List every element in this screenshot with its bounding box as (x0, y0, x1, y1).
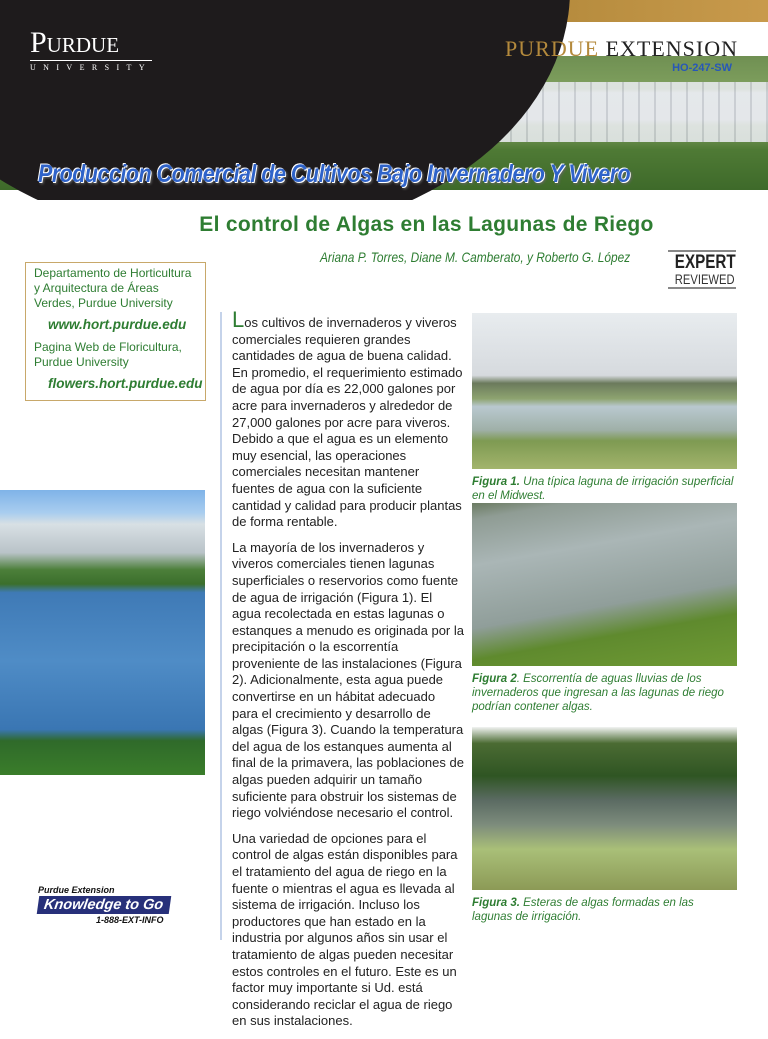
logo-main: Purdue (30, 26, 120, 59)
figure-3-label: Figura 3. (472, 897, 520, 909)
figure-2-caption (472, 672, 737, 714)
logo-sub: UNIVERSITY (30, 60, 152, 72)
figure-1-label: Figura 1. (472, 476, 520, 488)
body-text (232, 307, 464, 1039)
purdue-extension-logo (505, 36, 738, 62)
figure-2-label: Figura 2 (472, 673, 517, 685)
floriculture-name: Pagina Web de Floricultura, Purdue University (34, 340, 182, 369)
expert-reviewed-badge (668, 250, 736, 289)
sidebar-box (25, 262, 206, 401)
paragraph-3: Una variedad de opciones para el control de algas están disponibles para el tratamiento del agua de riego en la fuente o mientras el agua es llevada al sistema de irrigación. Incluso los productores que han estado en la industria por algunos años sin usar el tratamiento de algas pueden necesitar estos controles en el futuro. Este es un factor muy importante si Ud. está considerando reciclar el agua de riego en sus instalaciones. (232, 830, 458, 1029)
knowledge-to-go-logo (38, 885, 170, 925)
document-title: El control de Algas en las Lagunas de Riego (199, 213, 654, 236)
ktg-line1: Purdue Extension (38, 885, 115, 895)
figure-2-photo (472, 503, 737, 666)
paragraph-2: La mayoría de los invernaderos y viveros comerciales tienen lagunas superficiales o reservorios como fuente de agua de irrigación (Figura 1). El agua recolectada en estas lagunas o estanques a menudo es originada por la precipitación o la escorrentía proveniente de las instalaciones (Figura 2). Adicionalmente, esta agua puede convertirse en un hábitat adecuado para el crecimiento y desarrollo de algas (Figura 3). Cuando la temperatura del agua de los estanques aumenta al final de la primavera, las poblaciones de algas pueden adquirir un tamaño suficiente para obstruir los sistemas de riego volviéndose necesario el control. (232, 539, 464, 821)
badge-line2: REVIEWED (674, 271, 735, 287)
figure-3 (472, 727, 737, 924)
paragraph-1-text: os cultivos de invernaderos y viveros comerciales requieren grandes cantidades de agua de buena calidad. En promedio, el requerimiento estimado de agua por día es 22,000 galones por acre para invernaderos y alrededor de 27,000 galones por acre para viveros. Debido a que el agua es un elemento muy esencial, las operaciones comerciales necesitan mantener fuentes de agua con la suficiente cantidad y calidad para producir plantas de forma rentable. (232, 315, 463, 530)
paragraph-1 (232, 307, 464, 531)
figure-1-caption (472, 475, 737, 503)
ext-word: EXTENSION (605, 36, 738, 61)
figure-1-photo (472, 313, 737, 469)
gold-stripe (540, 0, 768, 22)
figure-2-text: . Escorrentía de aguas lluvias de los invernaderos que ingresan a las lagunas de riego podrían contener algas. (472, 673, 724, 713)
ext-purdue: PURDUE (505, 36, 600, 61)
figure-3-photo (472, 727, 737, 890)
drop-cap: L (232, 307, 245, 332)
floriculture-link[interactable]: flowers.hort.purdue.edu (48, 376, 203, 391)
figure-1 (472, 313, 737, 503)
badge-line1: EXPERT (674, 252, 736, 273)
ktg-phone: 1-888-EXT-INFO (96, 915, 164, 925)
authors: Ariana P. Torres, Diane M. Camberato, y Roberto G. López (320, 249, 631, 265)
figure-3-text: Esteras de algas formadas en las lagunas de irrigación. (472, 897, 694, 923)
column-divider (220, 312, 222, 940)
figure-3-caption (472, 896, 737, 924)
figure-2 (472, 503, 737, 714)
ktg-line2: Knowledge to Go (37, 896, 172, 914)
purdue-logo[interactable] (30, 28, 152, 72)
header-banner (0, 0, 768, 200)
greenhouse-pond-photo (0, 490, 205, 775)
dept-link[interactable]: www.hort.purdue.edu (48, 317, 187, 332)
figure-1-text: Una típica laguna de irrigación superficial en el Midwest. (472, 476, 734, 502)
dept-name: Departamento de Horticultura y Arquitectura de Áreas Verdes, Purdue University (34, 266, 192, 310)
document-code: HO-247-SW (672, 62, 732, 74)
series-title: Produccion Comercial de Cultivos Bajo Invernadero Y Vivero (38, 160, 631, 188)
